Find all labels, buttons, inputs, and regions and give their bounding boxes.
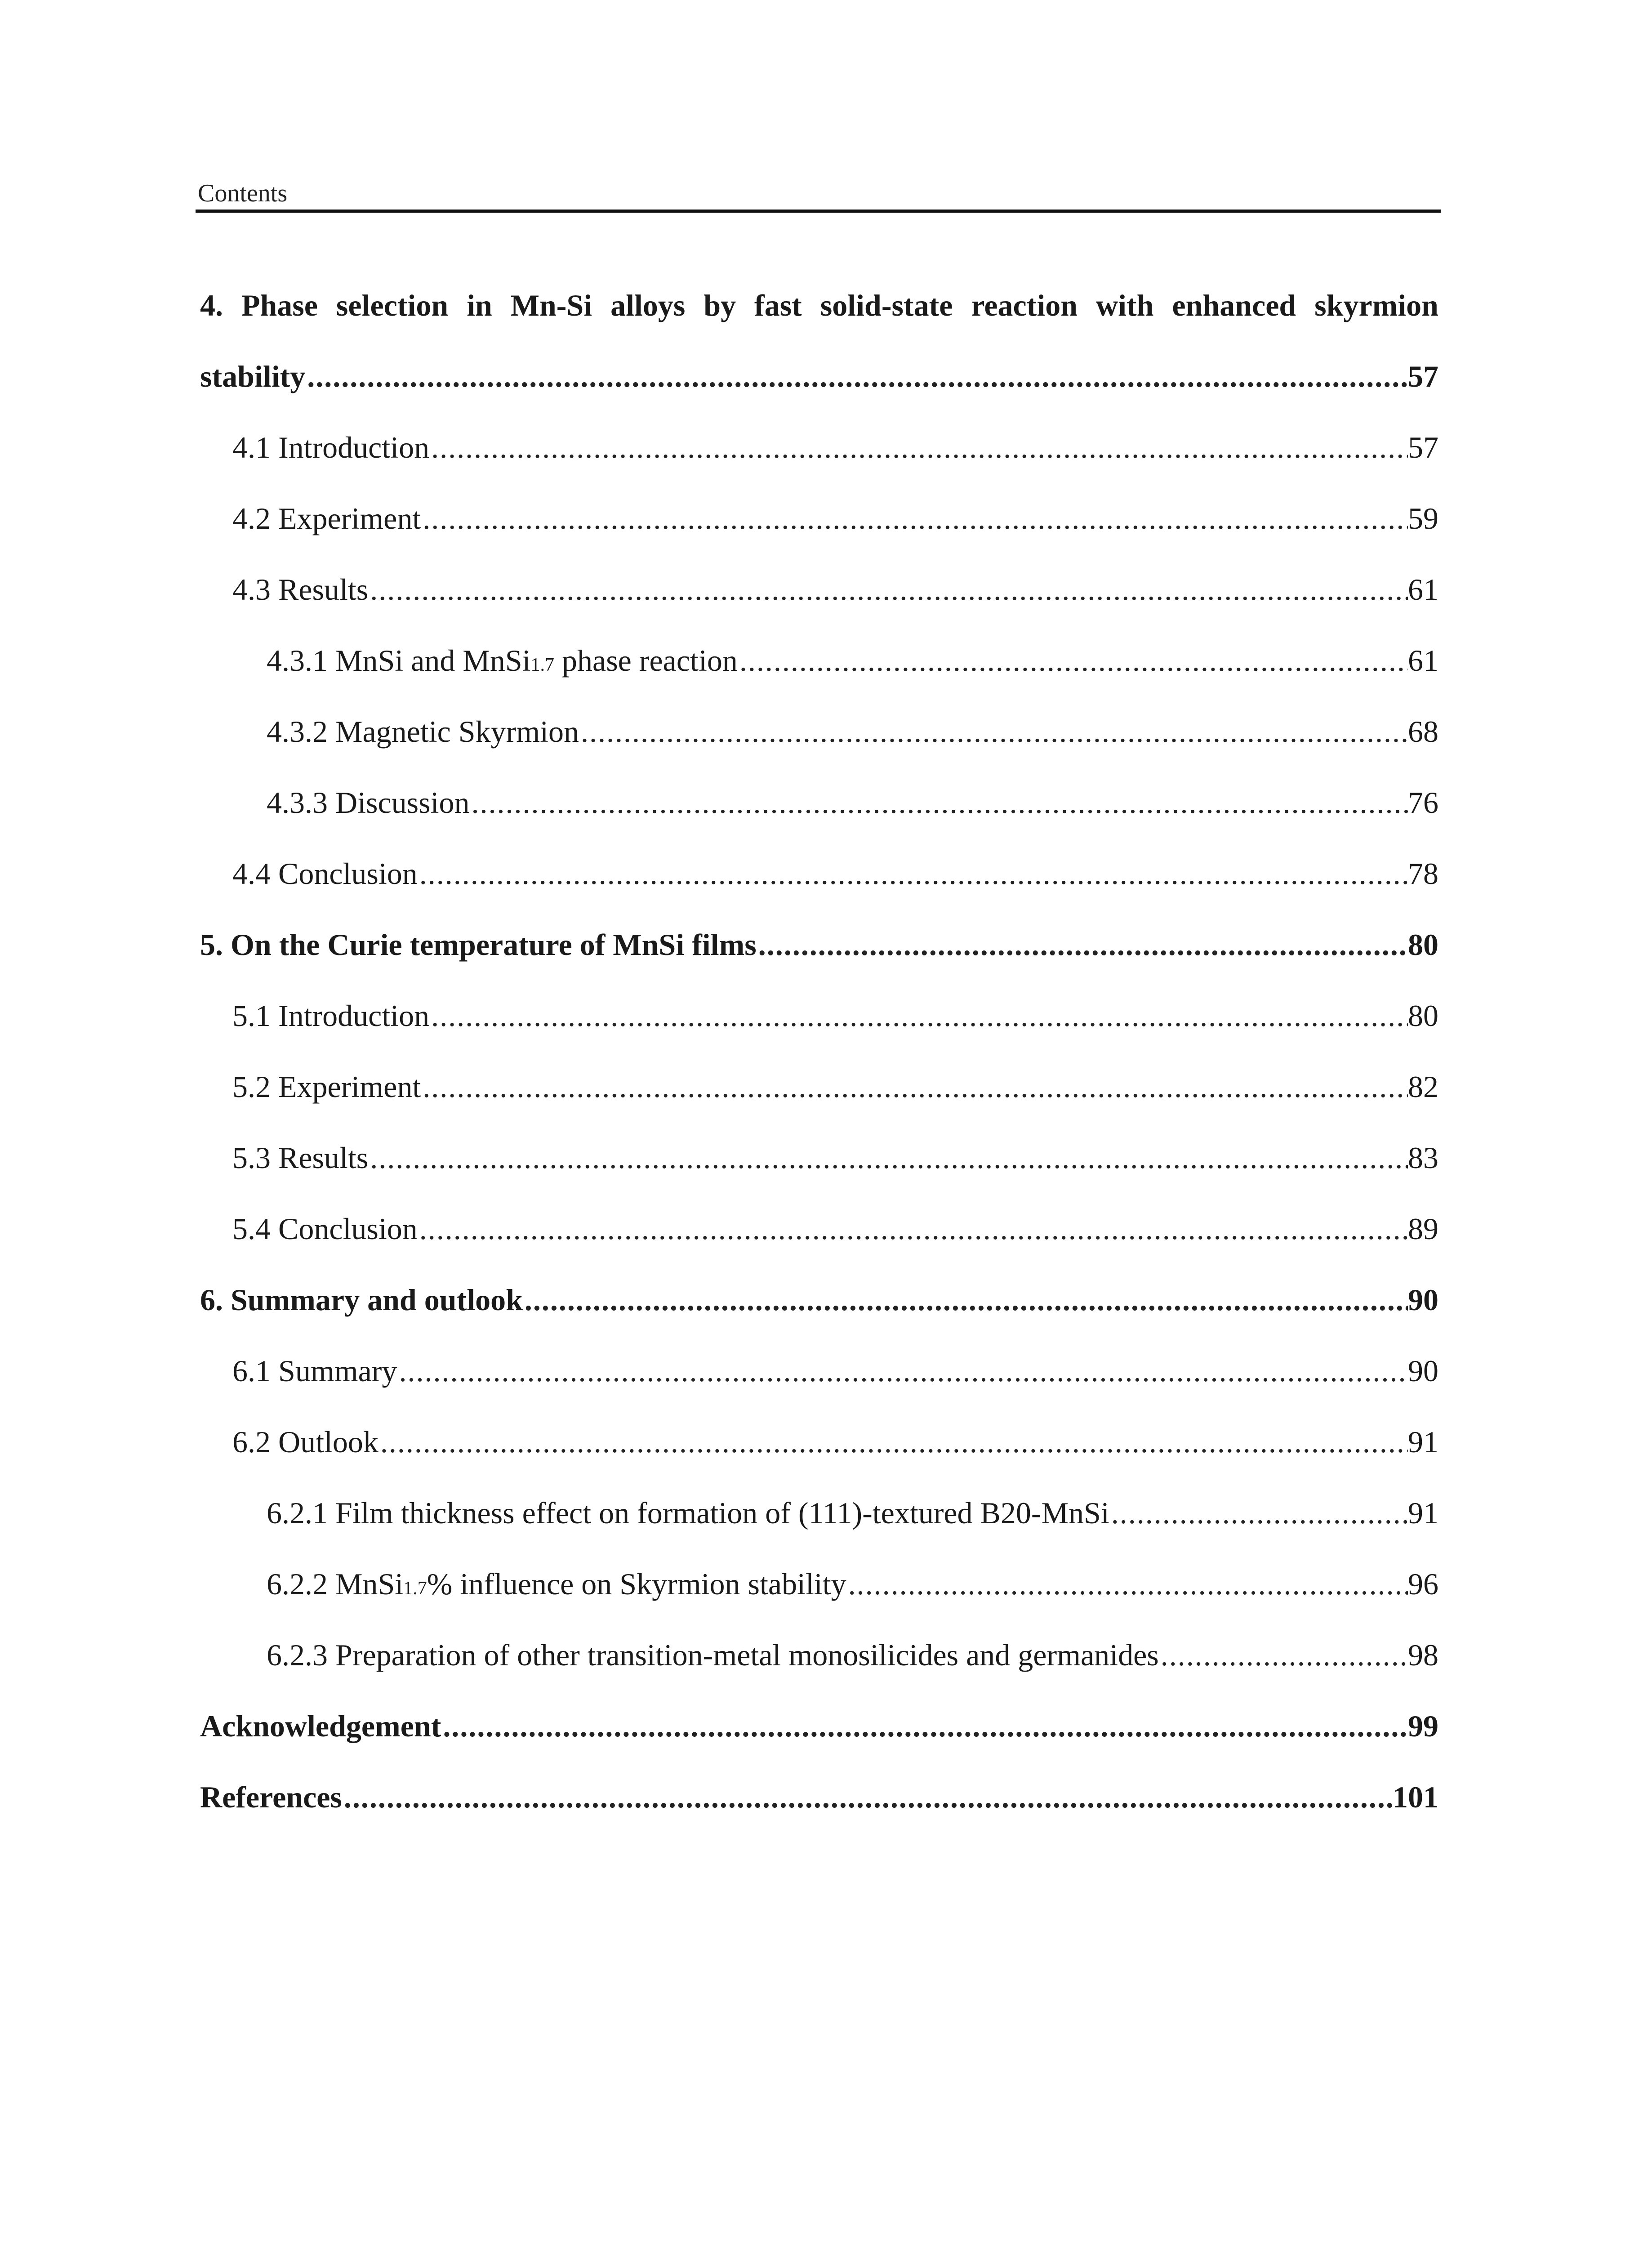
toc-entry-title: stability bbox=[200, 359, 306, 393]
toc-page-number: 96 bbox=[1408, 1567, 1438, 1601]
dot-leader bbox=[378, 1406, 1408, 1477]
toc-entry-title: 5.4 Conclusion bbox=[232, 1212, 418, 1246]
toc-acknowledgement[interactable] bbox=[200, 1690, 1438, 1762]
toc-entry-title: References bbox=[200, 1780, 342, 1814]
toc-section-5-2[interactable] bbox=[200, 1051, 1438, 1122]
toc-entry-title bbox=[267, 1548, 846, 1624]
toc-entry-title: 5. On the Curie temperature of MnSi films bbox=[200, 928, 757, 962]
toc-page-number: 91 bbox=[1408, 1496, 1438, 1530]
running-head: Contents bbox=[198, 179, 288, 207]
toc-page-number: 57 bbox=[1408, 430, 1438, 464]
dot-leader bbox=[429, 980, 1408, 1051]
table-of-contents bbox=[200, 270, 1438, 1833]
toc-section-5-4[interactable] bbox=[200, 1193, 1438, 1264]
dot-leader bbox=[757, 909, 1408, 980]
dot-leader bbox=[397, 1335, 1408, 1406]
toc-entry-title: 6.1 Summary bbox=[232, 1354, 397, 1388]
toc-page-number: 91 bbox=[1408, 1425, 1438, 1459]
toc-chapter-4-title-line1: 4. Phase selection in Mn-Si alloys by fast solid-state reaction with enhanced skyrmion bbox=[200, 288, 1438, 322]
dot-leader bbox=[579, 696, 1408, 767]
dot-leader bbox=[305, 341, 1408, 412]
dot-leader bbox=[523, 1264, 1408, 1335]
toc-page-number: 83 bbox=[1408, 1141, 1438, 1175]
toc-section-6-2[interactable] bbox=[200, 1406, 1438, 1477]
toc-chapter-5[interactable] bbox=[200, 909, 1438, 980]
toc-references[interactable] bbox=[200, 1762, 1438, 1833]
toc-section-4-1[interactable] bbox=[200, 412, 1438, 483]
toc-page-number: 59 bbox=[1408, 501, 1438, 535]
toc-section-4-2[interactable] bbox=[200, 483, 1438, 554]
dot-leader bbox=[429, 412, 1408, 483]
dot-leader bbox=[469, 767, 1408, 838]
toc-chapter-6[interactable] bbox=[200, 1264, 1438, 1335]
title-prefix: 4.3.1 MnSi and MnSi bbox=[267, 643, 531, 678]
subscript: 1.7 bbox=[530, 655, 555, 675]
title-suffix: % influence on Skyrmion stability bbox=[427, 1567, 846, 1601]
subscript: 1.7 bbox=[403, 1578, 427, 1599]
toc-section-6-1[interactable] bbox=[200, 1335, 1438, 1406]
dot-leader bbox=[421, 1051, 1408, 1122]
toc-page-number: 76 bbox=[1408, 785, 1438, 820]
toc-entry-title: 6.2.3 Preparation of other transition-metal monosilicides and germanides bbox=[267, 1638, 1159, 1672]
dot-leader bbox=[418, 1193, 1408, 1264]
toc-page-number: 61 bbox=[1408, 643, 1438, 678]
title-prefix: 6.2.2 MnSi bbox=[267, 1567, 404, 1601]
toc-section-4-4[interactable] bbox=[200, 838, 1438, 909]
toc-page-number: 80 bbox=[1408, 999, 1438, 1033]
toc-page-number: 99 bbox=[1408, 1709, 1438, 1743]
toc-entry-title: Acknowledgement bbox=[200, 1709, 441, 1743]
dot-leader bbox=[418, 838, 1408, 909]
dot-leader bbox=[342, 1762, 1393, 1833]
toc-entry-title: 4.3 Results bbox=[232, 572, 369, 607]
toc-subsection-6-2-3[interactable] bbox=[200, 1619, 1438, 1690]
toc-page-number: 80 bbox=[1408, 928, 1438, 962]
title-suffix: phase reaction bbox=[554, 643, 738, 678]
toc-entry-title: 4.3.3 Discussion bbox=[267, 785, 470, 820]
toc-section-5-3[interactable] bbox=[200, 1122, 1438, 1193]
toc-page-number: 98 bbox=[1408, 1638, 1438, 1672]
dot-leader bbox=[738, 625, 1408, 696]
toc-page-number: 89 bbox=[1408, 1212, 1438, 1246]
toc-entry-title: 4.2 Experiment bbox=[232, 501, 421, 535]
dot-leader bbox=[368, 554, 1408, 625]
toc-page-number: 90 bbox=[1408, 1354, 1438, 1388]
toc-entry-title: 5.2 Experiment bbox=[232, 1070, 421, 1104]
toc-subsection-6-2-1[interactable] bbox=[200, 1477, 1438, 1548]
toc-entry-title: 5.1 Introduction bbox=[232, 999, 430, 1033]
header-rule bbox=[196, 210, 1441, 213]
toc-entry-title: 4.4 Conclusion bbox=[232, 856, 418, 891]
toc-entry-title: 6.2.1 Film thickness effect on formation of (111)-textured B20-MnSi bbox=[267, 1496, 1109, 1530]
toc-entry-title: 6. Summary and outlook bbox=[200, 1283, 523, 1317]
toc-page-number: 101 bbox=[1393, 1780, 1438, 1814]
toc-page-number: 82 bbox=[1408, 1070, 1438, 1104]
dot-leader bbox=[1159, 1619, 1408, 1690]
toc-section-4-3[interactable] bbox=[200, 554, 1438, 625]
toc-entry-title: 6.2 Outlook bbox=[232, 1425, 378, 1459]
toc-subsection-4-3-2[interactable] bbox=[200, 696, 1438, 767]
toc-entry-title bbox=[267, 625, 738, 700]
toc-entry-title: 4.3.2 Magnetic Skyrmion bbox=[267, 714, 579, 749]
toc-entry-title: 4.1 Introduction bbox=[232, 430, 430, 464]
dot-leader bbox=[1109, 1477, 1408, 1548]
dot-leader bbox=[368, 1122, 1408, 1193]
dot-leader bbox=[441, 1690, 1408, 1762]
dot-leader bbox=[846, 1548, 1408, 1619]
toc-chapter-4[interactable] bbox=[200, 341, 1438, 412]
toc-page-number: 90 bbox=[1408, 1283, 1438, 1317]
toc-subsection-4-3-1[interactable] bbox=[200, 625, 1438, 696]
dot-leader bbox=[421, 483, 1408, 554]
toc-page-number: 61 bbox=[1408, 572, 1438, 607]
toc-page-number: 68 bbox=[1408, 714, 1438, 749]
toc-subsection-6-2-2[interactable] bbox=[200, 1548, 1438, 1619]
toc-subsection-4-3-3[interactable] bbox=[200, 767, 1438, 838]
toc-page-number: 78 bbox=[1408, 856, 1438, 891]
toc-page-number: 57 bbox=[1408, 359, 1438, 393]
toc-entry-title: 5.3 Results bbox=[232, 1141, 369, 1175]
toc-section-5-1[interactable] bbox=[200, 980, 1438, 1051]
